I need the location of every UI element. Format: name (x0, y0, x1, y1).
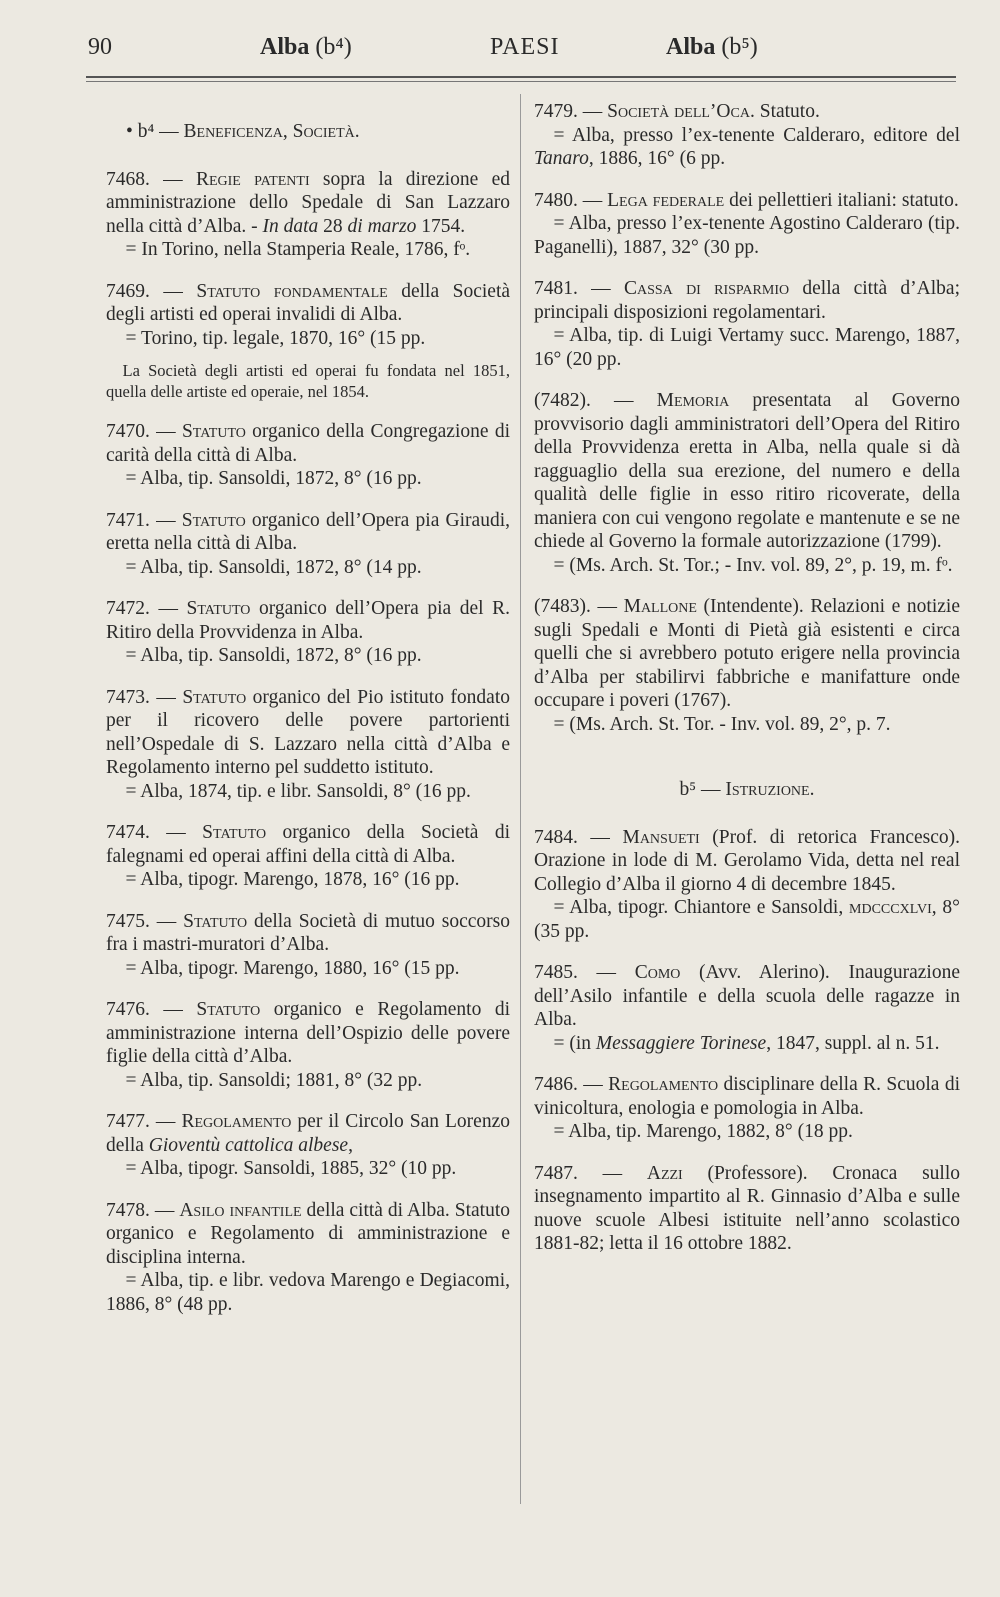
entry-7476 (106, 998, 510, 1092)
entry-lead: Asilo infantile (179, 1199, 302, 1221)
entry-imprint: = Alba, tip. Sansoldi, 1872, 8° (16 pp. (125, 645, 422, 666)
entry-imprint-roman-year: mdcccxlvi (849, 897, 932, 918)
entry-imprint: = In Torino, nella Stamperia Reale, 1786, fᵒ. (125, 239, 471, 260)
entry-number: (7483). (534, 596, 591, 617)
header-left (260, 34, 352, 61)
entry-lead: Statuto (196, 999, 261, 1020)
entry-number: 7470. (106, 421, 150, 442)
entry-imprint: = Alba, tip. di Luigi Vertamy succ. Marengo, 1887, 16° (20 pp. (534, 325, 960, 370)
entry-lead: Statuto (181, 421, 246, 442)
header-left-tag: (b⁴) (315, 34, 352, 60)
section-bullet: • (126, 121, 133, 142)
header-right-title: Alba (666, 34, 716, 60)
header-left-title: Alba (260, 34, 310, 60)
entry-lead: Mallone (623, 596, 697, 617)
entry-number: 7479. (534, 101, 578, 122)
entry-lead: Cassa di risparmio (623, 278, 790, 299)
entry-text: dei pellettieri italiani: statuto. (724, 189, 959, 211)
entry-text-end: 1754. (416, 215, 466, 237)
left-column (106, 120, 510, 1334)
entry-7474 (106, 821, 510, 892)
section-marker: b⁴ (137, 121, 155, 142)
entry-7485 (534, 961, 960, 1055)
entry-imprint: = Alba, tipogr. Chiantore e Sansoldi, (553, 897, 850, 918)
entry-text: per il Circolo San Lorenzo della (106, 1111, 510, 1156)
section-dash: — (154, 121, 184, 142)
entry-number: 7481. (534, 278, 578, 299)
entry-dash: — (149, 598, 187, 619)
entry-number: 7485. (534, 962, 578, 983)
section-title: Istruzione. (725, 779, 815, 800)
entry-imprint: = Torino, tip. legale, 1870, 16° (15 pp. (125, 327, 426, 349)
section-marker: b⁵ (679, 779, 697, 800)
entry-dash: — (577, 1162, 647, 1184)
entry-imprint: = Alba, tipogr. Sansoldi, 1885, 32° (10 pp. (125, 1158, 457, 1179)
entry-lead: Statuto (186, 598, 251, 619)
entry-text: organico dell’Opera pia Giraudi, eretta nella città di Alba. (106, 509, 510, 554)
entry-imprint-end: , 8° (35 pp. (534, 897, 960, 942)
entry-lead: Statuto (202, 822, 267, 843)
entry-7486 (534, 1073, 960, 1144)
entry-lead: Memoria (656, 390, 730, 411)
entry-imprint: = Alba, tip. Sansoldi, 1872, 8° (16 pp. (125, 468, 422, 489)
entry-imprint-end: , 1847, suppl. al n. 51. (766, 1032, 940, 1054)
entry-text: della città di Alba. Statuto organico e Regolamento di amministrazione e disciplina interna. (106, 1199, 510, 1268)
header-rule (86, 76, 956, 78)
entry-dash: — (577, 962, 635, 983)
entry-7478 (106, 1199, 510, 1317)
entry-lead: Statuto (182, 686, 247, 708)
entry-lead: Azzi (646, 1162, 683, 1184)
entry-7479 (534, 100, 960, 171)
column-divider (520, 94, 521, 1504)
entry-lead: Lega federale (607, 189, 725, 211)
entry-imprint: = (in (553, 1032, 596, 1054)
entry-text: della Società degli artisti ed operai invalidi di Alba. (106, 280, 511, 325)
entry-text: disciplinare della R. Scuola di vinicoltura, enologia e pomologia in Alba. (534, 1074, 960, 1119)
entry-imprint: = (Ms. Arch. St. Tor. - Inv. vol. 89, 2°, p. 7. (553, 713, 891, 735)
entry-7471 (106, 509, 510, 580)
entry-text: (Avv. Alerino). Inaugurazione dell’Asilo infantile e della scuola delle ragazze in Alba. (534, 962, 960, 1030)
entry-number: 7478. (106, 1199, 150, 1221)
entry-dash: — (149, 822, 203, 843)
entry-text: organico del Pio istituto fondato per il ricovero delle povere partorienti nell’Ospedale di S. Lazzaro nella città d’Alba e Regolamento interno pel suddetto istituto. (106, 686, 510, 778)
entry-7484 (534, 826, 960, 944)
header-center: PAESI (490, 34, 560, 60)
entry-dash: — (149, 910, 184, 932)
entry-number: 7474. (106, 822, 150, 843)
entry-7477 (106, 1110, 510, 1181)
entry-imprint: = Alba, tipogr. Marengo, 1878, 16° (16 pp. (125, 869, 460, 890)
entry-dash: — (149, 1199, 180, 1221)
entry-number: (7482). (534, 390, 591, 411)
entry-7482 (534, 389, 960, 577)
entry-italic: Gioventù cattolica albese (148, 1134, 349, 1156)
entry-dash: — (149, 509, 182, 531)
entry-imprint: = Alba, tipogr. Marengo, 1880, 16° (15 pp. (125, 957, 460, 979)
entry-text: organico e Regolamento di amministrazione interna dell’Ospizio delle povere figlie della città d’Alba. (106, 999, 510, 1067)
entry-imprint-end: , 1886, 16° (6 pp. (588, 148, 726, 169)
entry-dash: — (577, 826, 623, 848)
entry-imprint: = Alba, presso l’ex-tenente Agostino Calderaro (tip. Paganelli), 1887, 32° (30 pp. (534, 213, 960, 258)
entry-dash: — (590, 596, 624, 617)
entry-number: 7472. (106, 598, 150, 619)
entry-7468 (106, 168, 510, 262)
entry-imprint: = Alba, tip. Sansoldi, 1872, 8° (14 pp. (125, 556, 422, 578)
entry-7481 (534, 277, 960, 371)
entry-lead: Statuto (181, 509, 246, 531)
entry-text: sopra la direzione ed amministrazione dello Spedale di San Lazzaro nella città d’Alba. - (106, 168, 511, 237)
entry-number: 7469. (106, 280, 150, 302)
entry-dash: — (577, 278, 624, 299)
entry-number: 7473. (106, 686, 150, 708)
entry-7469-note (106, 360, 510, 402)
entry-text-cont: 28 (318, 215, 348, 237)
entry-dash: — (149, 1111, 182, 1132)
entry-number: 7480. (534, 189, 578, 211)
entry-dash: — (149, 421, 182, 442)
entry-lead: Regolamento (608, 1074, 719, 1095)
entry-imprint: = Alba, tip. e libr. vedova Marengo e Degiacomi, 1886, 8° (48 pp. (106, 1270, 510, 1315)
entry-number: 7486. (534, 1074, 578, 1095)
section-heading-b5 (534, 778, 960, 802)
entry-7469 (106, 280, 510, 351)
entry-text: organico della Società di falegnami ed operai affini della città di Alba. (106, 822, 510, 867)
header-rule-thin (86, 81, 956, 82)
entry-dash: — (149, 168, 196, 190)
entry-number: 7468. (106, 168, 150, 190)
entry-dash: — (577, 189, 608, 211)
entry-text: della Società di mutuo soccorso fra i mastri-muratori d’Alba. (106, 910, 511, 955)
entry-dash: — (577, 101, 608, 122)
entry-number: 7484. (534, 826, 578, 848)
entry-number: 7475. (106, 910, 150, 932)
section-heading-b4 (126, 120, 510, 144)
entry-dash: — (590, 390, 657, 411)
entry-text: . Statuto. (749, 101, 820, 122)
entry-imprint-italic: Messaggiere Torinese (595, 1032, 767, 1054)
entry-imprint: = (Ms. Arch. St. Tor.; - Inv. vol. 89, 2°, p. 19, m. fᵒ. (553, 554, 953, 576)
entry-7487 (534, 1162, 960, 1256)
entry-number: 7476. (106, 999, 150, 1020)
entry-7483 (534, 595, 960, 736)
right-column (534, 100, 960, 1274)
entry-number: 7471. (106, 509, 150, 531)
entry-imprint: = Alba, presso l’ex-tenente Calderaro, editore del (553, 124, 960, 146)
entry-dash: — (577, 1074, 609, 1095)
entry-dash: — (149, 280, 197, 302)
page-number: 90 (88, 34, 112, 60)
entry-imprint-italic: Tanaro (534, 148, 589, 169)
entry-7470 (106, 420, 510, 491)
entry-lead: Società dell’Oca (607, 101, 750, 122)
entry-lead: Regolamento (181, 1111, 292, 1132)
running-header (88, 30, 942, 70)
entry-text-end: , (348, 1134, 353, 1156)
entry-imprint: = Alba, 1874, tip. e libr. Sansoldi, 8° (16 pp. (125, 780, 471, 802)
entry-7475 (106, 910, 510, 981)
entry-number: 7477. (106, 1111, 150, 1132)
entry-7473 (106, 686, 510, 804)
header-right (666, 34, 758, 61)
entry-lead: Regie patenti (195, 168, 310, 190)
entry-dash: — (149, 686, 183, 708)
entry-dash: — (149, 999, 197, 1020)
header-right-tag: (b⁵) (721, 34, 758, 60)
entry-lead: Statuto fondamentale (196, 280, 388, 302)
footnote-text: La Società degli artisti ed operai fu fondata nel 1851, quella delle artiste ed operaie, nel 1854. (106, 361, 510, 401)
section-title: Beneficenza, Società. (183, 121, 360, 142)
entry-text: (Prof. di retorica Francesco). Orazione in lode di M. Gerolamo Vida, detta nel real Collegio d’Alba il giorno 4 di decembre 1845. (534, 826, 960, 895)
entry-text: (Intendente). Relazioni e notizie sugli Spedali e Monti di Pietà già esistenti e circa quelli che si avrebbero potuto erigere nella provincia d’Alba per stabilirvi fabbriche e manifatture onde occupare i poveri (1767). (534, 596, 960, 711)
entry-text: presentata al Governo provvisorio dagli amministratori dell’Opera del Ritiro della Provvidenza eretta in Alba, nella quale si dà ragguaglio della sua erezione, del numero e della qualità delle figlie in esso ritiro ricoverate, della maniera con cui vengono regolate e mantenute e se ne chiede al Governo la formale autorizzazione (1799). (534, 390, 961, 552)
entry-text: (Professore). Cronaca sullo insegnamento impartito al R. Ginnasio d’Alba e sulle nuove scuole Albesi istituite nell’anno scolastico 1881-82; letta il 16 ottobre 1882. (534, 1162, 960, 1254)
entry-text: organico dell’Opera pia del R. Ritiro della Provvidenza in Alba. (106, 598, 510, 643)
entry-7472 (106, 597, 510, 668)
entry-imprint: = Alba, tip. Marengo, 1882, 8° (18 pp. (553, 1121, 853, 1142)
entry-text: organico della Congregazione di carità della città di Alba. (106, 421, 510, 466)
entry-lead: Como (634, 962, 681, 983)
entry-lead: Statuto (183, 910, 248, 932)
entry-lead: Mansueti (622, 826, 700, 848)
section-dash: — (696, 779, 726, 800)
entry-italic: In data (262, 215, 319, 237)
entry-7480 (534, 189, 960, 260)
entry-number: 7487. (534, 1162, 578, 1184)
entry-text: della città d’Alba; principali disposizioni regolamentari. (534, 278, 961, 323)
entry-imprint: = Alba, tip. Sansoldi; 1881, 8° (32 pp. (125, 1069, 423, 1091)
entry-italic-2: di marzo (347, 215, 417, 237)
